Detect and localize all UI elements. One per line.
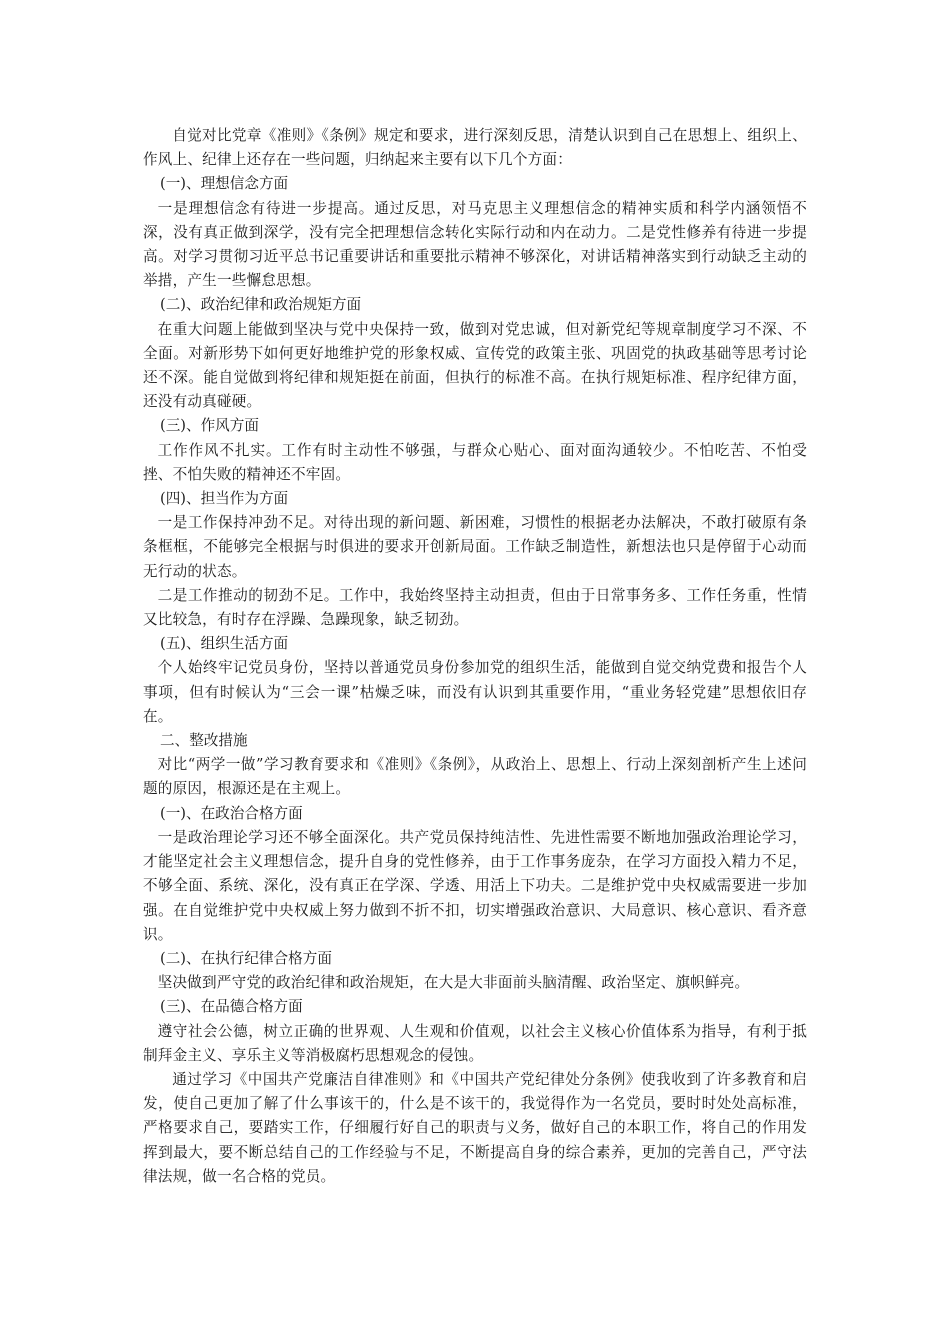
intro-paragraph: 自觉对比党章《准则》《条例》规定和要求，进行深刻反思，清楚认识到自己在思想上、组织上、作风上、纪律上还存在一些问题，归纳起来主要有以下几个方面： bbox=[143, 127, 807, 169]
document-page bbox=[143, 124, 807, 1189]
section-heading-rectification: 二、整改措施 bbox=[160, 732, 248, 750]
section-heading-political-qualification: (一)、在政治合格方面 bbox=[160, 804, 303, 822]
paragraph-morality-qualification: 遵守社会公德，树立正确的世界观、人生观和价值观，以社会主义核心价值体系为指导，有利于抵制拜金主义、享乐主义等消极腐朽思想观念的侵蚀。 bbox=[143, 1022, 807, 1064]
section-heading-work-style: (三)、作风方面 bbox=[160, 417, 259, 435]
paragraph-ideals: 一是理想信念有待进一步提高。通过反思，对马克思主义理想信念的精神实质和科学内涵领悟不深，没有真正做到深学，没有完全把理想信念转化实际行动和内在动力。二是党性修养有待进一步提高。对学习贯彻习近平总书记重要讲话和重要批示精神不够深化，对讲话精神落实到行动缺乏主动的举措，产生一些懈怠思想。 bbox=[143, 199, 807, 290]
section-heading-political-discipline: (二)、政治纪律和政治规矩方面 bbox=[160, 296, 362, 314]
section-heading-organizational-life: (五)、组织生活方面 bbox=[160, 635, 289, 653]
paragraph-responsibility-1: 一是工作保持冲劲不足。对待出现的新问题、新困难，习惯性的根据老办法解决，不敢打破原有条条框框，不能够完全根据与时俱进的要求开创新局面。工作缺乏制造性，新想法也只是停留于心动而无行动的状态。 bbox=[143, 514, 807, 580]
section-heading-ideals: (一)、理想信念方面 bbox=[160, 175, 289, 193]
section-heading-morality-qualification: (三)、在品德合格方面 bbox=[160, 998, 303, 1016]
paragraph-discipline-qualification: 坚决做到严守党的政治纪律和政治规矩，在大是大非面前头脑清醒、政治坚定、旗帜鲜亮。 bbox=[157, 974, 750, 992]
paragraph-organizational-life: 个人始终牢记党员身份，坚持以普通党员身份参加党的组织生活，能做到自觉交纳党费和报告个人事项，但有时候认为“三会一课”枯燥乏味，而没有认识到其重要作用，“重业务轻党建”思想依旧存在。 bbox=[143, 659, 807, 725]
paragraph-political-qualification: 一是政治理论学习还不够全面深化。共产党员保持纯洁性、先进性需要不断地加强政治理论学习，才能坚定社会主义理想信念，提升自身的党性修养，由于工作事务庞杂，在学习方面投入精力不足，不够全面、系统、深化，没有真正在学深、学透、用活上下功夫。二是维护党中央权威需要进一步加强。在自觉维护党中央权威上努力做到不折不扣，切实增强政治意识、大局意识、核心意识、看齐意识。 bbox=[143, 828, 807, 943]
paragraph-responsibility-2: 二是工作推动的韧劲不足。工作中，我始终坚持主动担责，但由于日常事务多、工作任务重，性情又比较急，有时存在浮躁、急躁现象，缺乏韧劲。 bbox=[143, 586, 807, 629]
section-heading-discipline-qualification: (二)、在执行纪律合格方面 bbox=[160, 949, 332, 967]
section-heading-responsibility: (四)、担当作为方面 bbox=[160, 490, 289, 508]
paragraph-conclusion: 通过学习《中国共产党廉洁自律准则》和《中国共产党纪律处分条例》使我收到了许多教育和启发，使自己更加了解了什么事该干的，什么是不该干的，我觉得作为一名党员，要时时处处高标准，严格要求自己，要踏实工作，仔细履行好自己的职责与义务，做好自己的本职工作，将自己的作用发挥到最大，要不断总结自己的工作经验与不足，不断提高自身的综合素养，更加的完善自己，严守法律法规，做一名合格的党员。 bbox=[143, 1070, 807, 1185]
paragraph-rectification: 对比“两学一做”学习教育要求和《准则》《条例》，从政治上、思想上、行动上深刻剖析产生上述问题的原因，根源还是在主观上。 bbox=[143, 756, 807, 798]
paragraph-work-style: 工作作风不扎实。工作有时主动性不够强，与群众心贴心、面对面沟通较少。不怕吃苦、不怕受挫、不怕失败的精神还不牢固。 bbox=[143, 441, 807, 483]
paragraph-political-discipline: 在重大问题上能做到坚决与党中央保持一致，做到对党忠诚，但对新党纪等规章制度学习不深、不全面。对新形势下如何更好地维护党的形象权威、宣传党的政策主张、巩固党的执政基础等思考讨论还不深。能自觉做到将纪律和规矩挺在前面，但执行的标准不高。在执行规矩标准、程序纪律方面，还没有动真碰硬。 bbox=[143, 320, 807, 411]
